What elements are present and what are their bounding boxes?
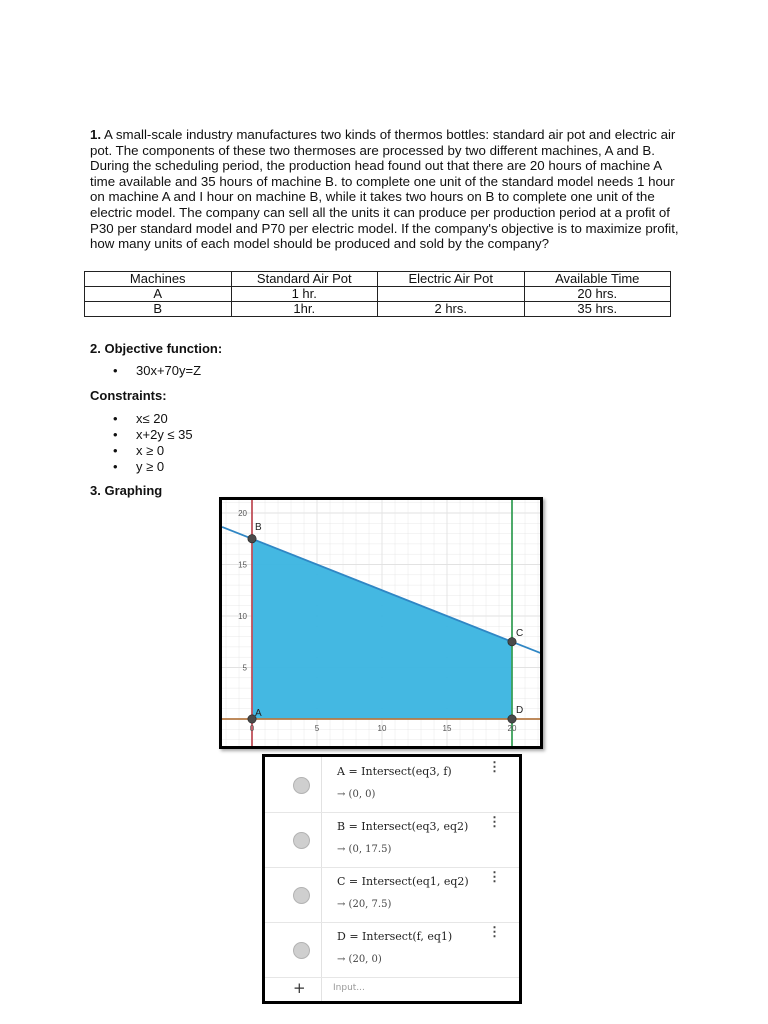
table-header-row <box>85 272 671 287</box>
table-cell: B <box>85 302 232 317</box>
algebra-result: → (0, 0) <box>337 789 376 800</box>
point-label-b: B <box>255 521 262 533</box>
y-tick-label: 20 <box>238 509 247 518</box>
algebra-input-row[interactable] <box>265 979 519 1001</box>
more-menu-icon[interactable]: ⋮ <box>488 760 501 775</box>
point-d <box>508 715 516 723</box>
table-row <box>85 287 671 302</box>
x-tick-label: 15 <box>442 724 452 733</box>
table-header-cell: Available Time <box>524 272 671 287</box>
constraint-text: x ≥ 0 <box>136 443 165 458</box>
algebra-definition[interactable]: A = Intersect(eq3, f) <box>337 765 452 778</box>
objective-list <box>90 363 201 379</box>
table-cell <box>378 287 525 302</box>
graphing-heading: 3. Graphing <box>90 483 163 498</box>
algebra-result: → (20, 7.5) <box>337 899 392 910</box>
table-row <box>85 302 671 317</box>
list-item <box>90 443 193 459</box>
problem-number: 1. <box>90 127 102 142</box>
constraint-text: y ≥ 0 <box>136 459 165 474</box>
list-item <box>90 363 201 379</box>
algebra-row <box>265 757 519 813</box>
more-menu-icon[interactable]: ⋮ <box>488 815 501 830</box>
bullet-icon: • <box>113 459 118 474</box>
add-icon[interactable]: + <box>293 979 306 997</box>
table-cell: 20 hrs. <box>524 287 671 302</box>
table-cell: 1 hr. <box>231 287 378 302</box>
algebra-row <box>265 867 519 923</box>
constraints-list <box>90 411 193 475</box>
algebra-view <box>262 754 522 1004</box>
visibility-toggle[interactable] <box>293 777 310 794</box>
visibility-toggle[interactable] <box>293 832 310 849</box>
table-header-cell: Standard Air Pot <box>231 272 378 287</box>
bullet-icon: • <box>113 443 118 458</box>
input-bar[interactable]: Input... <box>333 983 365 993</box>
table-cell: 35 hrs. <box>524 302 671 317</box>
more-menu-icon[interactable]: ⋮ <box>488 870 501 885</box>
table-cell: 1hr. <box>231 302 378 317</box>
visibility-toggle[interactable] <box>293 887 310 904</box>
table-cell: 2 hrs. <box>378 302 525 317</box>
y-tick-label: 10 <box>238 612 247 621</box>
objective-expression: 30x+70y=Z <box>136 363 202 378</box>
list-item <box>90 411 193 427</box>
visibility-toggle[interactable] <box>293 942 310 959</box>
constraint-text: x≤ 20 <box>136 411 168 426</box>
table-header-cell: Electric Air Pot <box>378 272 525 287</box>
algebra-definition[interactable]: D = Intersect(f, eq1) <box>337 930 453 943</box>
problem-text: A small-scale industry manufactures two kinds of thermos bottles: standard air pot and electric air pot. The components of these two thermoses are processed by two different machines, A and B. During the scheduling period, the production head found out that there are 20 hours of machine A time available and 35 hours of machine B. to complete one unit of the standard model needs 1 hour on machine A and I hour on machine B, while it takes two hours on B to complete one unit of the electric model. The company can sell all the units it can produce per production period at a profit of P30 per standard model and P70 per electric model. If the company's objective is to maximize profit, how many units of each model should be produced and sold by the company? <box>90 127 679 252</box>
constraints-heading: Constraints: <box>90 388 167 403</box>
table-cell: A <box>85 287 232 302</box>
point-label-d: D <box>516 705 524 716</box>
point-c <box>508 638 516 646</box>
x-tick-label: 20 <box>507 724 517 733</box>
list-item <box>90 427 193 443</box>
y-tick-label: 15 <box>238 560 247 570</box>
constraint-text: x+2y ≤ 35 <box>136 427 193 442</box>
bullet-icon: • <box>113 411 118 426</box>
problem-statement <box>90 127 680 252</box>
graph-canvas <box>222 500 540 746</box>
algebra-result: → (20, 0) <box>337 954 382 965</box>
algebra-definition[interactable]: C = Intersect(eq1, eq2) <box>337 875 469 888</box>
x-tick-label: 0 <box>249 724 255 733</box>
algebra-row <box>265 922 519 978</box>
feasible-region-graph <box>219 497 543 749</box>
algebra-row <box>265 812 519 868</box>
machines-table <box>84 271 671 317</box>
point-b <box>248 535 256 543</box>
more-menu-icon[interactable]: ⋮ <box>488 925 501 940</box>
bullet-icon: • <box>113 427 118 442</box>
point-label-c: C <box>516 627 524 639</box>
algebra-result: → (0, 17.5) <box>337 844 392 855</box>
table-header-cell: Machines <box>85 272 232 287</box>
objective-heading: 2. Objective function: <box>90 341 223 356</box>
point-label-a: A <box>255 708 262 719</box>
bullet-icon: • <box>113 363 118 378</box>
x-tick-label: 5 <box>314 724 320 733</box>
x-tick-label: 10 <box>377 724 387 733</box>
list-item <box>90 459 193 475</box>
algebra-definition[interactable]: B = Intersect(eq3, eq2) <box>337 820 469 833</box>
y-tick-label: 5 <box>242 663 247 673</box>
